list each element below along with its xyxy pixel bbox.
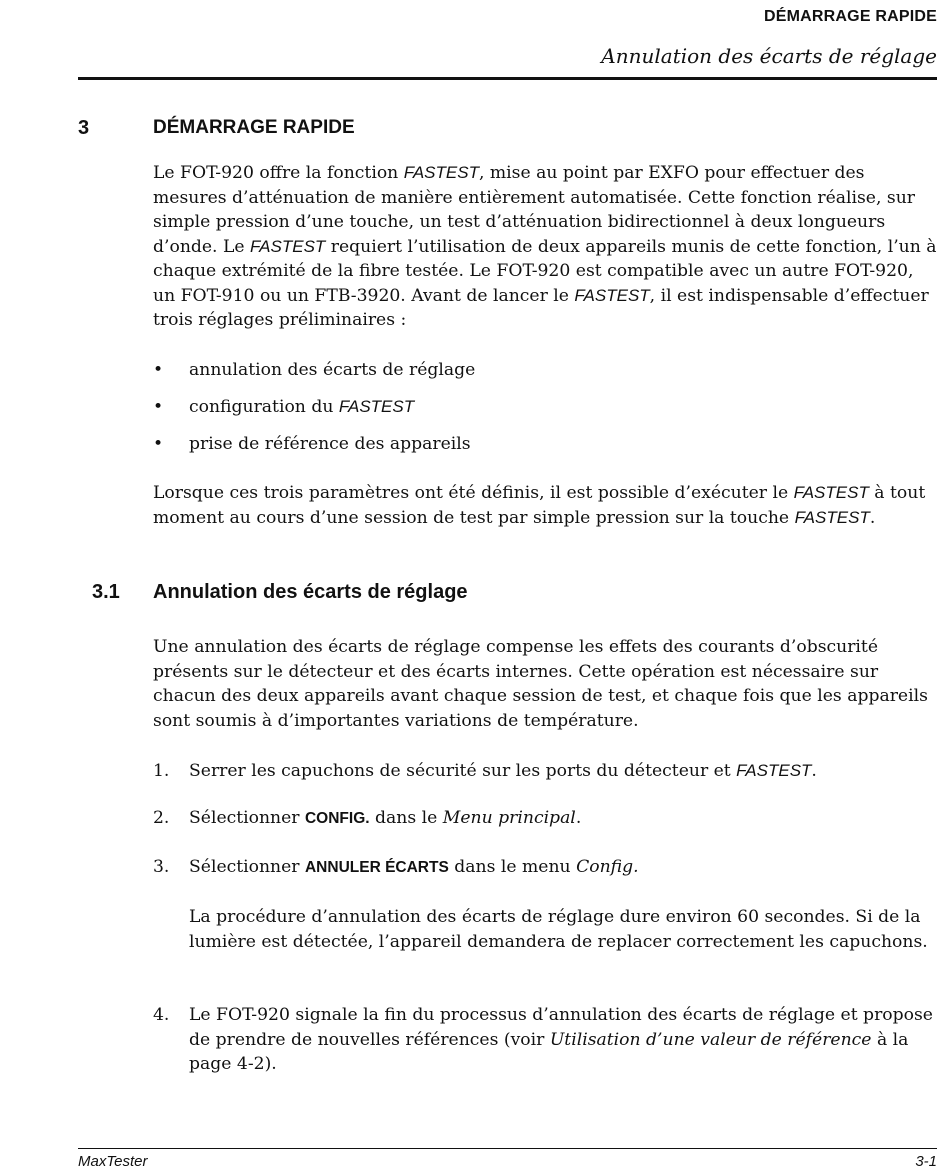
menu-keyword: CONFIG. <box>304 810 370 827</box>
after-text-3: . <box>869 507 876 528</box>
intro-paragraph <box>153 161 938 333</box>
step-number: 1. <box>153 761 170 781</box>
step-text <box>189 759 938 784</box>
step-text-part: dans le menu <box>448 857 577 877</box>
fastest-term: FASTEST <box>736 761 812 780</box>
section-paragraph: Une annulation des écarts de réglage compense les effets des courants d’obscurité présents sur le détecteur et des écarts internes. Cette opération est nécessaire sur chacun des deux appareils avant chaque session de test, et chaque fois que les appareils sont soumis à d’importantes variations de température. <box>153 637 928 731</box>
fastest-term: FASTEST <box>794 507 870 527</box>
step-text-part: . <box>811 761 817 781</box>
step-text-part: Le FOT-920 signale la fin du processus d’annulation des écarts de réglage et propose de prendre de nouvelles références (voir <box>189 1005 933 1050</box>
fastest-term: FASTEST <box>338 397 415 416</box>
footer-page-number: 3-1 <box>915 1153 937 1170</box>
step-text <box>189 1003 938 1077</box>
bullet-text <box>189 395 414 419</box>
step-3-note: La procédure d’annulation des écarts de réglage dure environ 60 secondes. Si de la lumière est détectée, l’appareil demandera de replacer correctement les capuchons. <box>189 907 928 952</box>
intro-text-4: , il est indispensable d’effectuer trois réglages préliminaires : <box>153 285 929 330</box>
footer-divider <box>78 1148 937 1149</box>
step-text-part: Sélectionner <box>189 808 305 828</box>
bullet-text: prise de référence des appareils <box>189 434 471 454</box>
menu-name: Menu principal <box>442 808 576 828</box>
fastest-term: FASTEST <box>403 163 479 182</box>
footer-product-name: MaxTester <box>78 1153 148 1170</box>
step-text-part: . <box>575 808 582 828</box>
fastest-term: FASTEST <box>574 285 650 305</box>
fastest-term: FASTEST <box>250 236 326 256</box>
intro-text-2: , mise au point par EXFO pour effectuer des mesures d’atténuation de manière entièrement automatisée. Cette fonction réalise, sur simple pression d’une touche, un test d’atténuation bidirectionnel à deux longueurs d’onde. Le <box>153 163 916 257</box>
step-number: 4. <box>153 1005 170 1025</box>
chapter-number: 3 <box>78 117 90 139</box>
menu-keyword: ANNULER ÉCARTS <box>304 859 449 876</box>
bullet-mark: • <box>153 360 164 380</box>
fastest-term: FASTEST <box>793 483 869 502</box>
step-number: 2. <box>153 808 170 828</box>
step-text-part: Serrer les capuchons de sécurité sur les ports du détecteur et <box>189 761 737 781</box>
step-text <box>189 806 938 832</box>
header-divider <box>78 77 937 80</box>
bullet-text-part: configuration du <box>189 397 339 417</box>
running-header-section: Annulation des écarts de réglage <box>601 44 937 68</box>
running-header-chapter: DÉMARRAGE RAPIDE <box>764 8 937 25</box>
cross-reference: Utilisation d’une valeur de référence <box>549 1029 872 1050</box>
step-text-part: Sélectionner <box>189 857 305 877</box>
section-title: Annulation des écarts de réglage <box>153 581 468 603</box>
after-text-1: Lorsque ces trois paramètres ont été définis, il est possible d’exécuter le <box>153 483 794 503</box>
intro-text-3: requiert l’utilisation de deux appareils munis de cette fonction, l’un à chaque extrémité de la fibre testée. Le FOT-920 est compatible avec un autre FOT-920, un FOT-910 ou un FTB-3920. Avant de lancer le <box>153 236 937 306</box>
section-number: 3.1 <box>92 581 120 603</box>
bullet-text: annulation des écarts de réglage <box>189 360 476 380</box>
step-text-part: à la page 4-2). <box>189 1029 909 1074</box>
step-text-part: dans le <box>369 808 443 828</box>
chapter-title: DÉMARRAGE RAPIDE <box>153 117 355 138</box>
after-bullets-paragraph <box>153 481 938 530</box>
after-text-2: à tout moment au cours d’une session de test par simple pression sur la touche <box>153 483 926 528</box>
intro-text-1: Le FOT-920 offre la fonction <box>153 163 404 183</box>
bullet-mark: • <box>153 397 164 417</box>
bullet-mark: • <box>153 434 164 454</box>
menu-name: Config. <box>576 857 639 877</box>
step-text <box>189 855 938 881</box>
step-number: 3. <box>153 857 170 877</box>
